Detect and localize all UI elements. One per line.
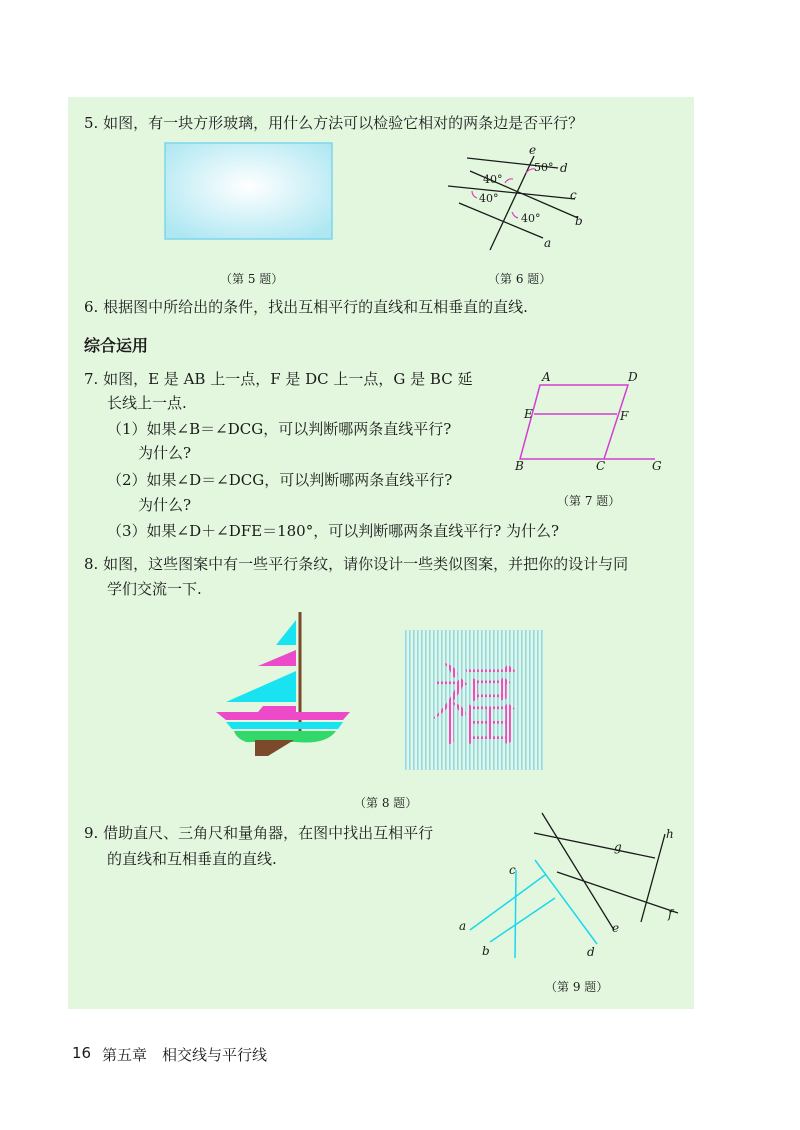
- page-number: 16: [72, 1044, 92, 1062]
- figure-5-caption: （第 5 题）: [220, 272, 284, 286]
- point-A: A: [542, 370, 551, 384]
- point-D: D: [628, 370, 638, 384]
- label-d: d: [587, 945, 595, 959]
- line-label-a: a: [544, 236, 552, 250]
- figure-7-caption: （第 7 题）: [557, 494, 621, 508]
- label-b: b: [482, 944, 490, 958]
- line-h: [641, 834, 665, 922]
- point-E: E: [524, 407, 533, 421]
- problem-7-line1: 7. 如图，E 是 AB 上一点，F 是 DC 上一点，G 是 BC 延: [84, 370, 473, 388]
- line-label-e: e: [529, 143, 537, 157]
- line-c: [515, 870, 516, 958]
- label-h: h: [666, 827, 674, 841]
- problem-7-q2-why: 为什么?: [138, 496, 192, 514]
- angle-label-40-left: 40°: [479, 192, 499, 205]
- problem-9-line2: 的直线和互相垂直的直线.: [107, 850, 277, 868]
- problem-8-line2: 学们交流一下.: [107, 580, 202, 598]
- chapter-title: 第五章 相交线与平行线: [102, 1046, 268, 1064]
- line-label-b: b: [575, 214, 583, 228]
- problem-6-text: 6. 根据图中所给出的条件，找出互相平行的直线和互相垂直的直线.: [84, 298, 528, 316]
- point-B: B: [515, 459, 524, 473]
- figure-8-caption: （第 8 题）: [354, 796, 418, 810]
- line-label-d: d: [560, 161, 568, 175]
- angle-label-40-top: 40°: [483, 173, 503, 186]
- label-f: f: [668, 907, 673, 921]
- problem-7-line2: 长线上一点.: [107, 394, 187, 412]
- label-e: e: [612, 921, 620, 935]
- problem-7-q3: （3）如果∠D＋∠DFE＝180°，可以判断哪两条直线平行? 为什么?: [107, 522, 560, 540]
- problem-7-q1-why: 为什么?: [138, 444, 192, 462]
- problem-8-line1: 8. 如图，这些图案中有一些平行条纹，请你设计一些类似图案，并把你的设计与同: [84, 555, 629, 573]
- angle-label-40-bottom: 40°: [521, 212, 541, 225]
- line-g: [534, 833, 655, 858]
- figure-6-caption: （第 6 题）: [488, 272, 552, 286]
- problem-7-q1: （1）如果∠B＝∠DCG，可以判断哪两条直线平行?: [107, 420, 452, 438]
- angle-label-50: 50°: [534, 161, 554, 174]
- label-a: a: [459, 919, 467, 933]
- problem-5-text: 5. 如图，有一块方形玻璃，用什么方法可以检验它相对的两条边是否平行？: [84, 114, 584, 132]
- point-F: F: [620, 409, 629, 423]
- point-C: C: [596, 459, 606, 473]
- label-c: c: [509, 863, 516, 877]
- problem-7-q2: （2）如果∠D＝∠DCG，可以判断哪两条直线平行?: [107, 471, 453, 489]
- line-label-c: c: [570, 188, 577, 202]
- line-b: [490, 898, 555, 942]
- section-heading: 综合运用: [84, 336, 149, 355]
- line-d: [535, 860, 597, 944]
- line-f: [557, 872, 678, 913]
- point-G: G: [652, 459, 662, 473]
- figure-9-caption: （第 9 题）: [545, 980, 609, 994]
- problem-9-line1: 9. 借助直尺、三角尺和量角器，在图中找出互相平行: [84, 824, 434, 842]
- line-e: [542, 813, 614, 930]
- label-g: g: [614, 840, 622, 854]
- line-a: [470, 875, 545, 930]
